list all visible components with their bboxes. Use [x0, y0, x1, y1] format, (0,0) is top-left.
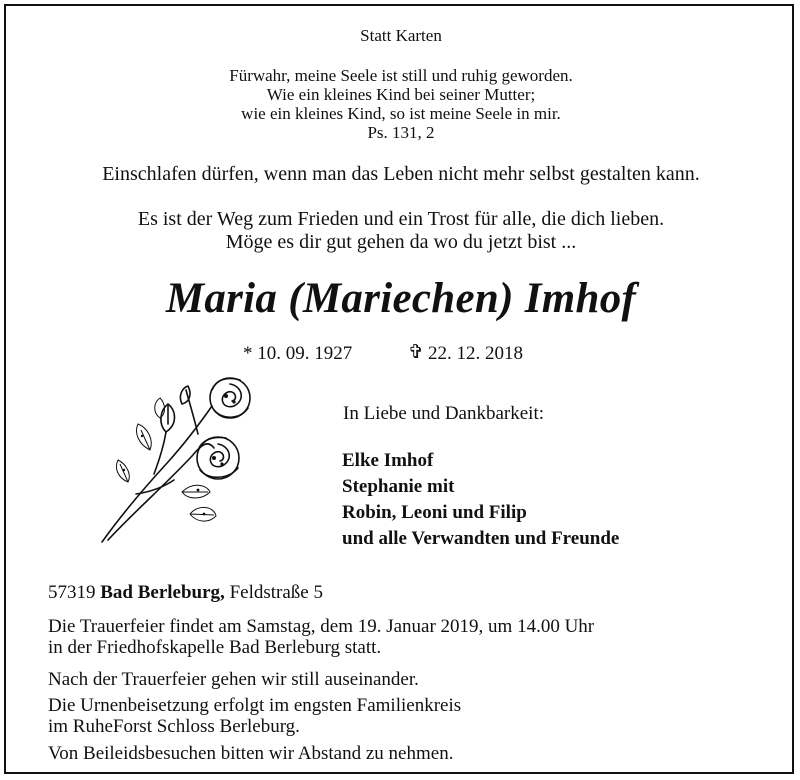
mourners-intro: In Liebe und Dankbarkeit:: [343, 403, 545, 424]
birth-date: * 10. 09. 1927: [243, 343, 353, 364]
psalm-line-2: Wie ein kleines Kind bei seiner Mutter;: [266, 85, 536, 104]
death-cross-icon: ✞: [408, 342, 424, 363]
address: [48, 583, 323, 602]
urn-burial-line-1: Die Urnenbeisetzung erfolgt im engsten Familienkreis: [48, 695, 462, 716]
quote-einschlafen: Einschlafen dürfen, wenn man das Leben nicht mehr selbst gestalten kann.: [102, 163, 700, 185]
funeral-info-line-2: in der Friedhofskapelle Bad Berleburg statt.: [48, 637, 382, 658]
mourner-name: und alle Verwandten und Freunde: [342, 528, 620, 549]
after-funeral-note: Nach der Trauerfeier gehen wir still auseinander.: [48, 669, 419, 690]
quote-weg-line-1: Es ist der Weg zum Frieden und ein Trost für alle, die dich lieben.: [137, 208, 665, 230]
urn-burial-line-2: im RuheForst Schloss Berleburg.: [48, 716, 300, 737]
psalm-line-3: wie ein kleines Kind, so ist meine Seele in mir.: [241, 104, 561, 123]
funeral-info-line-1: Die Trauerfeier findet am Samstag, dem 19. Januar 2019, um 14.00 Uhr: [48, 616, 595, 637]
address-street: Feldstraße 5: [229, 582, 323, 603]
statt-karten: Statt Karten: [360, 26, 442, 45]
obituary-frame: [4, 4, 794, 774]
address-zip: 57319: [48, 582, 96, 603]
psalm-line-1: Fürwahr, meine Seele ist still und ruhig geworden.: [229, 66, 573, 85]
mourner-name: Elke Imhof: [342, 450, 434, 471]
quote-weg-line-2: Möge es dir gut gehen da wo du jetzt bist ...: [225, 231, 577, 253]
death-date: 22. 12. 2018: [428, 343, 523, 364]
psalm-reference: Ps. 131, 2: [367, 123, 435, 142]
rose-illustration: [94, 374, 264, 546]
mourner-name: Stephanie mit: [342, 476, 455, 497]
deceased-name: Maria (Mariechen) Imhof: [165, 275, 637, 322]
address-city: Bad Berleburg,: [100, 582, 225, 603]
mourner-name: Robin, Leoni und Filip: [342, 502, 527, 523]
condolence-visits-note: Von Beileidsbesuchen bitten wir Abstand zu nehmen.: [48, 743, 454, 764]
